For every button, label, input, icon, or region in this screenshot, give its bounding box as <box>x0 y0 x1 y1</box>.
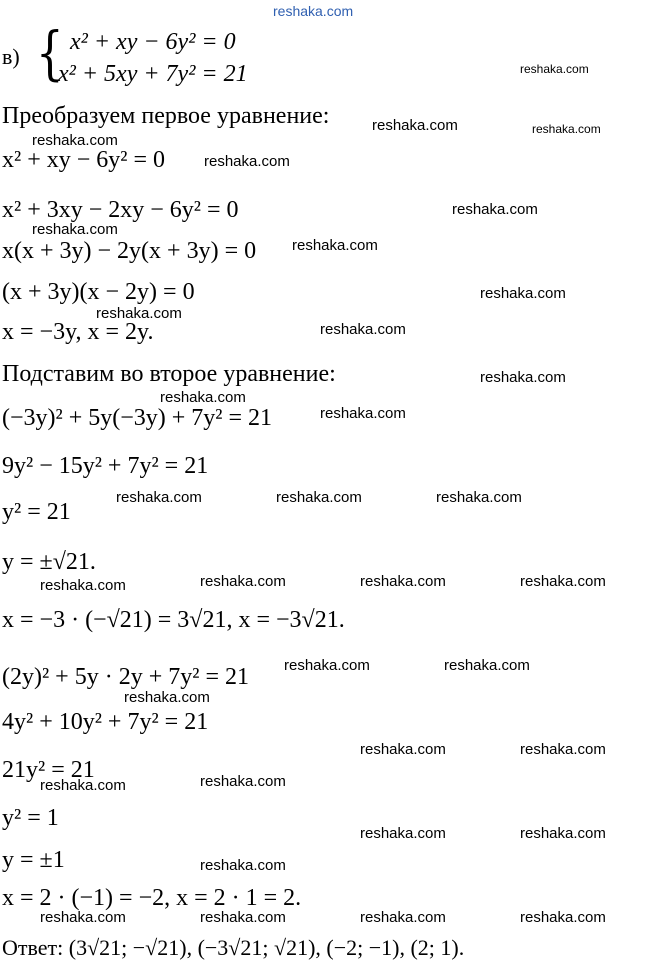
step-equation-1: x² + xy − 6y² = 0 <box>2 147 165 173</box>
step-equation-15: y = ±1 <box>2 847 65 873</box>
watermark: reshaka.com <box>480 285 566 302</box>
step-equation-6: (−3y)² + 5y(−3y) + 7y² = 21 <box>2 405 273 431</box>
watermark: reshaka.com <box>200 857 286 874</box>
step-substitute-heading: Подставим во второе уравнение: <box>2 361 336 387</box>
watermark: reshaka.com <box>40 909 126 926</box>
watermark: reshaka.com <box>436 489 522 506</box>
step-equation-13: 21y² = 21 <box>2 757 95 783</box>
watermark: reshaka.com <box>480 369 566 386</box>
watermark: reshaka.com <box>200 773 286 790</box>
watermark: reshaka.com <box>116 489 202 506</box>
step-equation-7: 9y² − 15y² + 7y² = 21 <box>2 453 209 479</box>
watermark: reshaka.com <box>444 657 530 674</box>
step-transform-heading: Преобразуем первое уравнение: <box>2 103 330 129</box>
system-equation-2: x² + 5xy + 7y² = 21 <box>58 61 248 87</box>
step-equation-4: (x + 3y)(x − 2y) = 0 <box>2 279 195 305</box>
watermark: reshaka.com <box>452 201 538 218</box>
watermark: reshaka.com <box>160 389 246 406</box>
watermark: reshaka.com <box>520 909 606 926</box>
step-equation-9: y = ±√21. <box>2 549 96 575</box>
watermark: reshaka.com <box>200 909 286 926</box>
watermark: reshaka.com <box>320 321 406 338</box>
watermark-top: reshaka.com <box>273 3 354 19</box>
watermark: reshaka.com <box>292 237 378 254</box>
watermark: reshaka.com <box>520 741 606 758</box>
watermark: reshaka.com <box>360 909 446 926</box>
step-equation-2: x² + 3xy − 2xy − 6y² = 0 <box>2 197 239 223</box>
step-equation-11: (2y)² + 5y · 2y + 7y² = 21 <box>2 664 249 690</box>
watermark: reshaka.com <box>360 573 446 590</box>
step-equation-16: x = 2 · (−1) = −2, x = 2 · 1 = 2. <box>2 885 302 911</box>
step-equation-5: x = −3y, x = 2y. <box>2 319 154 345</box>
step-equation-8: y² = 21 <box>2 499 71 525</box>
watermark: reshaka.com <box>32 132 118 149</box>
watermark: reshaka.com <box>40 577 126 594</box>
step-equation-3: x(x + 3y) − 2y(x + 3y) = 0 <box>2 238 257 264</box>
watermark: reshaka.com <box>320 405 406 422</box>
watermark: reshaka.com <box>532 122 601 136</box>
step-equation-12: 4y² + 10y² + 7y² = 21 <box>2 709 209 735</box>
watermark: reshaka.com <box>284 657 370 674</box>
watermark: reshaka.com <box>360 825 446 842</box>
watermark: reshaka.com <box>96 305 182 322</box>
watermark: reshaka.com <box>204 153 290 170</box>
watermark: reshaka.com <box>124 689 210 706</box>
answer-line: Ответ: (3√21; −√21), (−3√21; √21), (−2; −1), (2; 1). <box>2 935 465 960</box>
step-equation-14: y² = 1 <box>2 805 59 831</box>
watermark: reshaka.com <box>520 825 606 842</box>
watermark: reshaka.com <box>276 489 362 506</box>
problem-label: в) <box>2 44 20 69</box>
watermark: reshaka.com <box>200 573 286 590</box>
watermark: reshaka.com <box>372 117 458 134</box>
step-equation-10: x = −3 · (−√21) = 3√21, x = −3√21. <box>2 607 345 633</box>
watermark: reshaka.com <box>520 573 606 590</box>
watermark: reshaka.com <box>32 221 118 238</box>
system-equation-1: x² + xy − 6y² = 0 <box>70 29 236 55</box>
watermark: reshaka.com <box>360 741 446 758</box>
watermark: reshaka.com <box>40 777 126 794</box>
watermark: reshaka.com <box>520 62 589 76</box>
system-brace: { <box>36 19 64 87</box>
